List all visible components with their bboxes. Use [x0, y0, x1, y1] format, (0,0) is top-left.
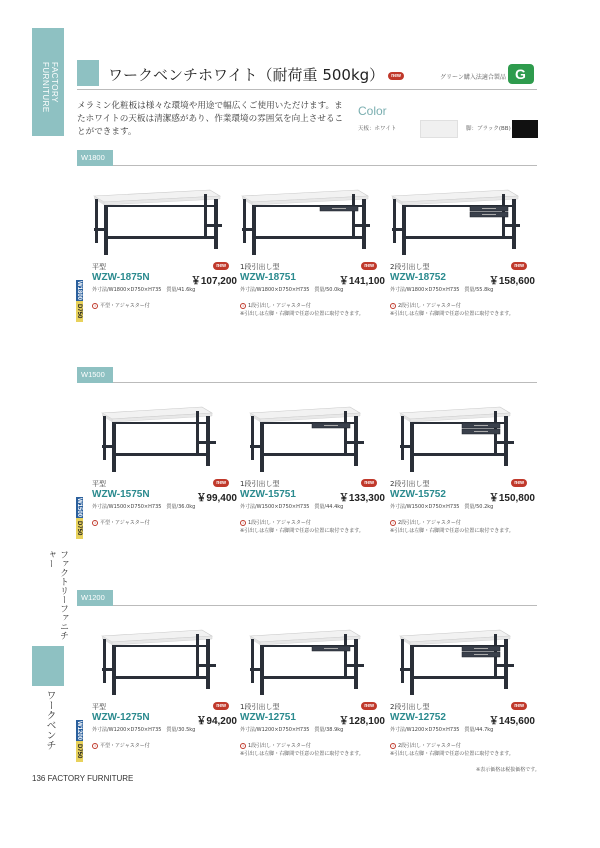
product-type: 平型 new [92, 262, 237, 272]
size-tag [76, 497, 87, 539]
workbench-illustration [240, 188, 370, 260]
swatch-black [512, 120, 538, 138]
model-row [240, 712, 385, 725]
size-width: W1500 [76, 497, 82, 517]
model-row [92, 712, 237, 725]
workbench-illustration [390, 405, 520, 477]
new-badge: new [511, 262, 527, 270]
page-title: ワークベンチホワイト（耐荷重 500kg） new [108, 64, 404, 85]
workbench-illustration [240, 628, 370, 700]
info-icon: i [92, 303, 98, 309]
product-spec: 外寸法/W1800×D750×H735 質量/55.8kg [390, 287, 494, 293]
product-card [390, 405, 535, 510]
model-row [92, 272, 237, 285]
product-type: 1段引出し型 new [240, 702, 385, 712]
product-type: 平型 new [92, 479, 237, 489]
model-row [240, 489, 385, 502]
footer-note: ※表示価格は税抜価格です。 [476, 767, 540, 773]
product-card [240, 628, 385, 733]
model-row [390, 272, 535, 285]
workbench-illustration [92, 405, 222, 477]
product-price: ￥133,300 [338, 493, 385, 504]
size-width: W1800 [76, 280, 82, 300]
product-model: WZW-1575N [92, 489, 150, 500]
product-note: i 平型・アジャスター付 [92, 742, 150, 750]
new-badge: new [213, 262, 229, 270]
size-width: W1200 [76, 720, 82, 740]
product-model: WZW-18751 [240, 272, 296, 283]
model-row [390, 489, 535, 502]
product-note: i 1段引出し・アジャスター付 ※引出しは左脚・右脚間で任意の位置に取付できます。 [240, 302, 364, 317]
workbench-illustration [92, 188, 222, 260]
new-badge: new [213, 479, 229, 487]
workbench-illustration [390, 628, 520, 700]
product-model: WZW-1875N [92, 272, 150, 283]
model-row [92, 489, 237, 502]
product-card [92, 188, 237, 293]
product-type: 2段引出し型 new [390, 479, 535, 489]
size-tag [76, 720, 87, 762]
product-note: i 2段引出し・アジャスター付 ※引出しは左脚・右脚間で任意の位置に取付できます。 [390, 302, 514, 317]
product-model: WZW-15751 [240, 489, 296, 500]
workbench-illustration [390, 188, 520, 260]
product-spec: 外寸法/W1800×D750×H735 質量/50.0kg [240, 287, 344, 293]
product-note-detail: ※引出しは左脚・右脚間で任意の位置に取付できます。 [390, 311, 514, 317]
product-type: 2段引出し型 new [390, 702, 535, 712]
product-price: ￥94,200 [196, 716, 237, 727]
info-icon: i [390, 520, 396, 526]
info-icon: i [390, 743, 396, 749]
page-number: 136 FACTORY FURNITURE [32, 774, 134, 783]
product-type: 平型 new [92, 702, 237, 712]
product-model: WZW-18752 [390, 272, 446, 283]
color-title: Color [358, 104, 387, 118]
model-row [240, 272, 385, 285]
new-badge: new [388, 72, 404, 80]
product-model: WZW-12751 [240, 712, 296, 723]
info-icon: i [240, 303, 246, 309]
product-card [390, 628, 535, 733]
product-card [240, 405, 385, 510]
color-top-label: 天板：ホワイト [358, 126, 397, 132]
size-tag [76, 280, 87, 322]
product-price: ￥158,600 [488, 276, 535, 287]
info-icon: i [390, 303, 396, 309]
product-type: 1段引出し型 new [240, 262, 385, 272]
product-note: i 1段引出し・アジャスター付 ※引出しは左脚・右脚間で任意の位置に取付できます。 [240, 742, 364, 757]
color-leg-label: 脚：ブラック(BB) [466, 126, 511, 132]
product-type: 1段引出し型 new [240, 479, 385, 489]
product-note: i 1段引出し・アジャスター付 ※引出しは左脚・右脚間で任意の位置に取付できます。 [240, 519, 364, 534]
product-spec: 外寸法/W1500×D750×H735 質量/36.0kg [92, 504, 196, 510]
product-price: ￥128,100 [338, 716, 385, 727]
workbench-illustration [240, 405, 370, 477]
section-divider [113, 382, 537, 383]
section-divider [113, 165, 537, 166]
info-icon: i [92, 743, 98, 749]
product-price: ￥145,600 [488, 716, 535, 727]
product-card [390, 188, 535, 293]
new-badge: new [213, 702, 229, 710]
product-price: ￥141,100 [338, 276, 385, 287]
new-badge: new [361, 702, 377, 710]
product-note-detail: ※引出しは左脚・右脚間で任意の位置に取付できます。 [390, 528, 514, 534]
section-tag: W1800 [77, 150, 113, 166]
side-category-en: FACTORY FURNITURE [41, 62, 59, 113]
side-sub-tab [32, 646, 64, 686]
new-badge: new [511, 702, 527, 710]
product-note: i 2段引出し・アジャスター付 ※引出しは左脚・右脚間で任意の位置に取付できます。 [390, 742, 514, 757]
product-card [240, 188, 385, 293]
product-price: ￥150,800 [488, 493, 535, 504]
info-icon: i [240, 520, 246, 526]
side-category-tab [32, 28, 64, 136]
swatch-white [420, 120, 458, 138]
header-divider [77, 89, 537, 90]
product-note: i 2段引出し・アジャスター付 ※引出しは左脚・右脚間で任意の位置に取付できます。 [390, 519, 514, 534]
product-note: i 平型・アジャスター付 [92, 519, 150, 527]
product-model: WZW-1275N [92, 712, 150, 723]
info-icon: i [240, 743, 246, 749]
product-spec: 外寸法/W1200×D750×H735 質量/30.5kg [92, 727, 196, 733]
product-note-detail: ※引出しは左脚・右脚間で任意の位置に取付できます。 [240, 528, 364, 534]
green-mark-icon [508, 64, 534, 84]
side-category-jp: ファクトリーファニチャー [45, 550, 68, 640]
product-spec: 外寸法/W1800×D750×H735 質量/41.6kg [92, 287, 196, 293]
product-note: i 平型・アジャスター付 [92, 302, 150, 310]
new-badge: new [361, 262, 377, 270]
product-price: ￥99,400 [196, 493, 237, 504]
product-card [92, 405, 237, 510]
title-accent [77, 60, 99, 86]
new-badge: new [511, 479, 527, 487]
product-note-detail: ※引出しは左脚・右脚間で任意の位置に取付できます。 [240, 311, 364, 317]
model-row [390, 712, 535, 725]
product-spec: 外寸法/W1500×D750×H735 質量/44.4kg [240, 504, 344, 510]
product-type: 2段引出し型 new [390, 262, 535, 272]
workbench-illustration [92, 628, 222, 700]
size-depth: D750 [76, 741, 83, 762]
product-spec: 外寸法/W1200×D750×H735 質量/38.9kg [240, 727, 344, 733]
section-divider [113, 605, 537, 606]
green-purchase-label: グリーン購入法適合製品 [440, 74, 506, 81]
size-depth: D750 [76, 301, 83, 322]
product-spec: 外寸法/W1200×D750×H735 質量/44.7kg [390, 727, 494, 733]
product-note-detail: ※引出しは左脚・右脚間で任意の位置に取付できます。 [240, 751, 364, 757]
info-icon: i [92, 520, 98, 526]
side-sub-label: ワークベンチ [44, 690, 55, 750]
product-price: ￥107,200 [190, 276, 237, 287]
product-card [92, 628, 237, 733]
product-spec: 外寸法/W1500×D750×H735 質量/50.2kg [390, 504, 494, 510]
section-tag: W1500 [77, 367, 113, 383]
product-note-detail: ※引出しは左脚・右脚間で任意の位置に取付できます。 [390, 751, 514, 757]
product-model: WZW-12752 [390, 712, 446, 723]
new-badge: new [361, 479, 377, 487]
section-tag: W1200 [77, 590, 113, 606]
section-header-w1800 [77, 150, 537, 166]
size-depth: D750 [76, 518, 83, 539]
section-header-w1200 [77, 590, 537, 606]
description: メラミン化粧板は様々な環境や用途で幅広くご使用いただけます。またホワイトの天板は清潔感があり、作業環境の雰囲気を向上させることができます。 [77, 101, 344, 137]
product-model: WZW-15752 [390, 489, 446, 500]
section-header-w1500 [77, 367, 537, 383]
